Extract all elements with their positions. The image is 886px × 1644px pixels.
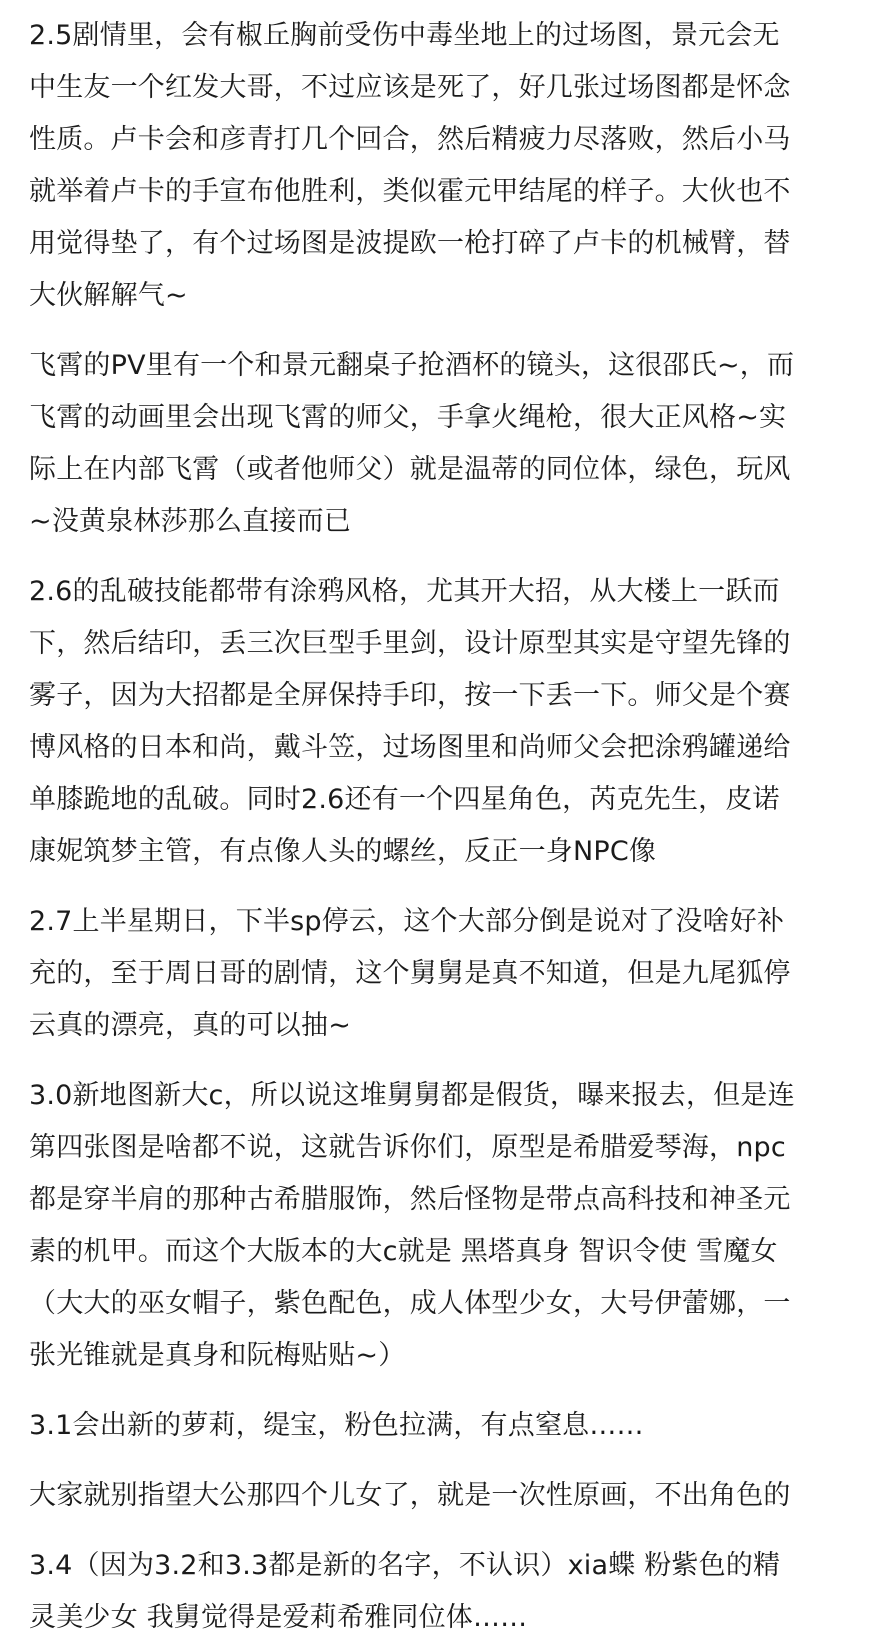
paragraph-3-4 bbox=[29, 1540, 856, 1644]
text-line: 下，然后结印，丢三次巨型手里剑，设计原型其实是守望先锋的 bbox=[29, 628, 791, 659]
text-line: 雾子，因为大招都是全屏保持手印，按一下丢一下。师父是个赛 bbox=[29, 680, 791, 711]
text-line: 用觉得垫了，有个过场图是波提欧一枪打碎了卢卡的机械臂，替 bbox=[29, 228, 791, 259]
text-line: ~没黄泉林莎那么直接而已 bbox=[29, 506, 352, 537]
paragraph-gap bbox=[29, 548, 856, 566]
text-line: 康妮筑梦主管，有点像人头的螺丝，反正一身NPC像 bbox=[29, 836, 657, 867]
text-line: 2.6的乱破技能都带有涂鸦风格，尤其开大招，从大楼上一跃而 bbox=[29, 576, 780, 607]
paragraph-2-7-sunday bbox=[29, 896, 856, 1052]
text-line: 第四张图是啥都不说，这就告诉你们，原型是希腊爱琴海，npc bbox=[29, 1132, 786, 1163]
paragraph-gap bbox=[29, 1382, 856, 1400]
text-line: 2.5剧情里，会有椒丘胸前受伤中毒坐地上的过场图，景元会无 bbox=[29, 20, 780, 51]
text-line: 大家就别指望大公那四个儿女了，就是一次性原画，不出角色的 bbox=[29, 1480, 791, 1511]
text-line: 飞霄的PV里有一个和景元翻桌子抢酒杯的镜头，这很邵氏~，而 bbox=[29, 350, 795, 381]
text-line: 3.4（因为3.2和3.3都是新的名字，不认识）xia蝶 粉紫色的精 bbox=[29, 1550, 781, 1581]
paragraph-gap bbox=[29, 1452, 856, 1470]
text-line: 就举着卢卡的手宣布他胜利，类似霍元甲结尾的样子。大伙也不 bbox=[29, 176, 791, 207]
text-line: 都是穿半肩的那种古希腊服饰，然后怪物是带点高科技和神圣元 bbox=[29, 1184, 791, 1215]
paragraph-2-6-rappa bbox=[29, 566, 856, 878]
paragraph-3-0-new-map bbox=[29, 1070, 856, 1382]
text-line: 飞霄的动画里会出现飞霄的师父，手拿火绳枪，很大正风格~实 bbox=[29, 402, 787, 433]
paragraph-grand-duke bbox=[29, 1470, 856, 1522]
text-line: 中生友一个红发大哥，不过应该是死了，好几张过场图都是怀念 bbox=[29, 72, 791, 103]
text-line: 际上在内部飞霄（或者他师父）就是温蒂的同位体，绿色，玩风 bbox=[29, 454, 791, 485]
paragraph-3-1 bbox=[29, 1400, 856, 1452]
text-line: 大伙解解气~ bbox=[29, 280, 188, 311]
paragraph-gap bbox=[29, 322, 856, 340]
text-line: 性质。卢卡会和彦青打几个回合，然后精疲力尽落败，然后小马 bbox=[29, 124, 791, 155]
text-line: 张光锥就是真身和阮梅贴贴~） bbox=[29, 1340, 406, 1371]
paragraph-gap bbox=[29, 1522, 856, 1540]
text-line: 素的机甲。而这个大版本的大c就是 黑塔真身 智识令使 雪魔女 bbox=[29, 1236, 778, 1267]
text-line: 灵美少女 我舅觉得是爱莉希雅同位体…… bbox=[29, 1602, 528, 1633]
text-line: 3.0新地图新大c，所以说这堆舅舅都是假货，曝来报去，但是连 bbox=[29, 1080, 795, 1111]
text-line: 3.1会出新的萝莉，缇宝，粉色拉满，有点窒息…… bbox=[29, 1410, 644, 1441]
paragraph-2-5-story bbox=[29, 10, 856, 322]
text-line: 2.7上半星期日，下半sp停云，这个大部分倒是说对了没啥好补 bbox=[29, 906, 785, 937]
text-line: （大大的巫女帽子，紫色配色，成人体型少女，大号伊蕾娜，一 bbox=[29, 1288, 791, 1319]
text-line: 充的，至于周日哥的剧情，这个舅舅是真不知道，但是九尾狐停 bbox=[29, 958, 791, 989]
paragraph-gap bbox=[29, 1052, 856, 1070]
text-line: 单膝跪地的乱破。同时2.6还有一个四星角色，芮克先生，皮诺 bbox=[29, 784, 780, 815]
paragraph-gap bbox=[29, 878, 856, 896]
text-line: 博风格的日本和尚，戴斗笠，过场图里和尚师父会把涂鸦罐递给 bbox=[29, 732, 791, 763]
paragraph-feixiao bbox=[29, 340, 856, 548]
text-line: 云真的漂亮，真的可以抽~ bbox=[29, 1010, 352, 1041]
